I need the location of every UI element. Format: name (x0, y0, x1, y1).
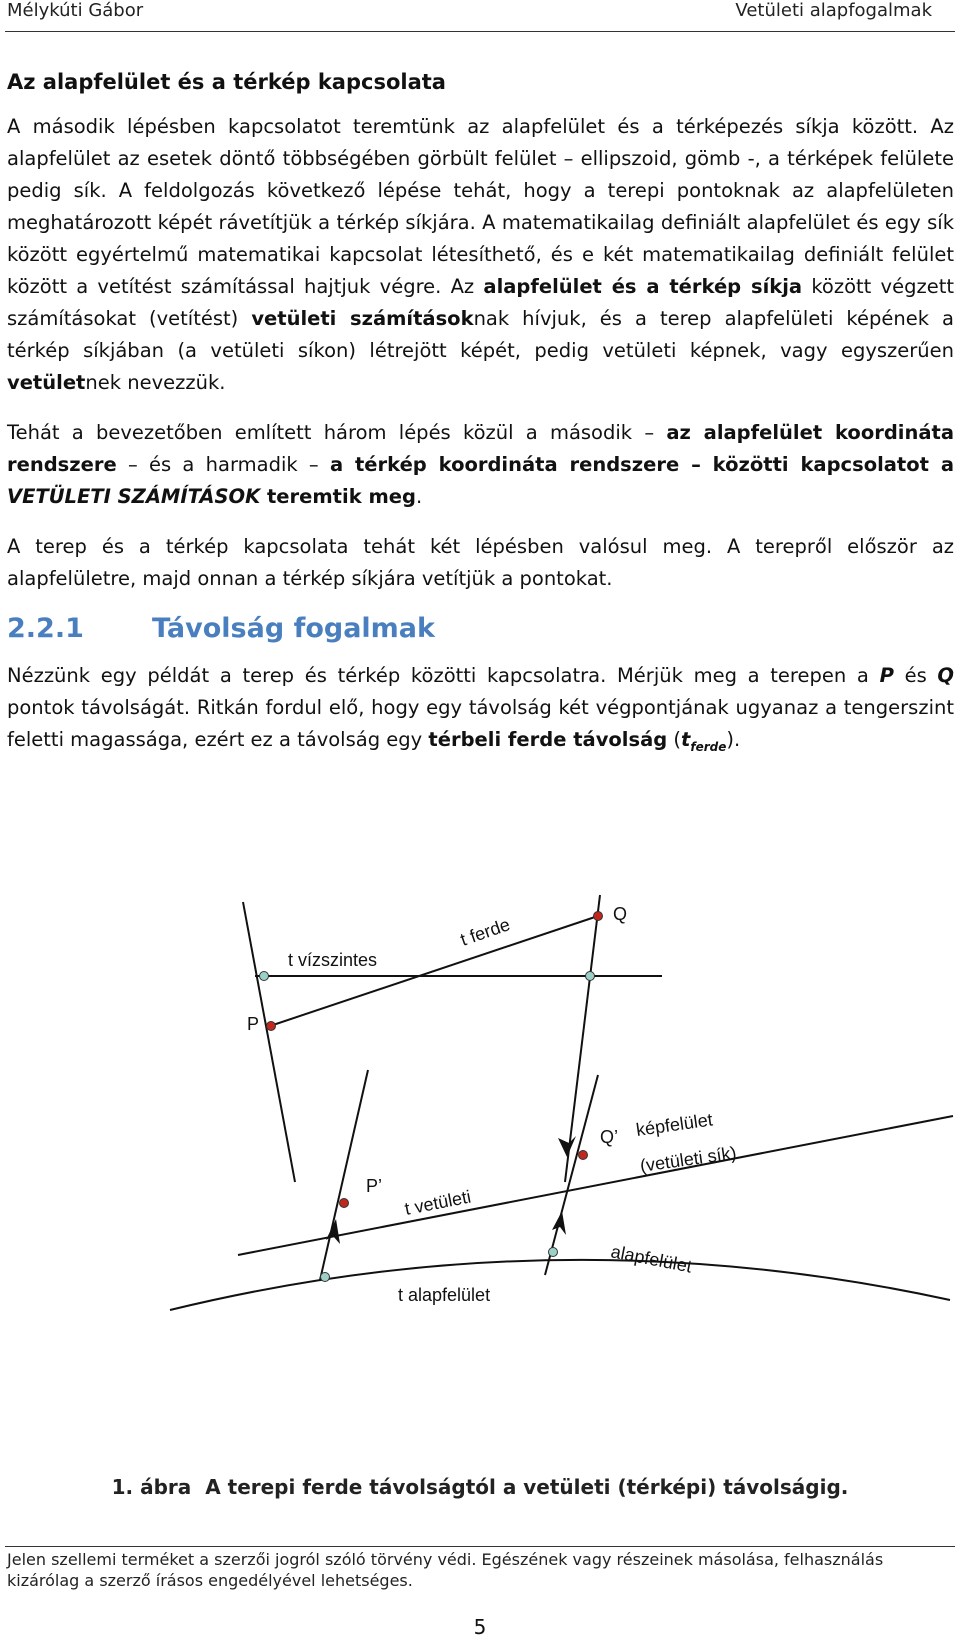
p1-bold-2: vetületi számítások (251, 307, 474, 330)
footer-copyright: Jelen szellemi terméket a szerzői jogról szóló törvény védi. Egészének vagy részeinek másolása, felhasználás kizárólag a szerző írásos engedélyével lehetséges. (7, 1550, 884, 1590)
p4-bold-1: térbeli ferde távolság (428, 728, 668, 751)
p2-text-3: . (415, 485, 423, 508)
p2-text-2: – és a harmadik – (116, 453, 330, 476)
label-t-vizszintes: t vízszintes (288, 950, 378, 970)
label-t-alapfelulet: t alapfelület (398, 1285, 491, 1305)
p1-text-1: A második lépésben kapcsolatot teremtünk az alapfelület és a térképezés síkja között. Az alapfelület az esetek döntő többségében görbült felület – ellipszoid, gömb -, a térképek felülete pedig sík. A feldolgozás következő lépése tehát, hogy a terepi pontoknak az alapfelületen meghatározott képét rávetítjük a térkép síkjára. A matematikailag definiált alapfelület és egy sík között egyértelmű matematikai kapcsolat létesíthető, és e két matematikailag definiált felület között a vetítést számítással hajtjuk végre. Az (7, 115, 954, 298)
paragraph-4 (7, 660, 954, 763)
point-p-prime (340, 1199, 349, 1208)
p1-bold-1: alapfelület és a térkép síkja (483, 275, 803, 298)
label-t-ferde: t ferde (457, 914, 513, 950)
section-title: Az alapfelület és a térkép kapcsolata (7, 70, 446, 94)
label-kepfelulet: képfelület (634, 1109, 714, 1140)
p4-text-4: ( (667, 728, 682, 751)
vertical-line-q (565, 895, 600, 1182)
arrow-down-q (558, 1136, 576, 1157)
point-q (594, 912, 603, 921)
t-subscript: ferde (690, 739, 727, 754)
point-q-alap (549, 1248, 558, 1257)
p1-text-2: között végzett számításokat (vetítést) (7, 275, 954, 330)
p1-text-4: nek nevezzük. (85, 371, 226, 394)
figure-caption-text: A terepi ferde távolságtól a vetületi (térképi) távolságig. (205, 1475, 849, 1499)
subsection-heading (7, 613, 954, 644)
page-number: 5 (473, 1615, 487, 1639)
p2-bold-1: az alapfelület koordináta rendszere (7, 421, 954, 476)
t-symbol: t (681, 728, 691, 751)
p4-text-2: és (893, 664, 938, 687)
point-p (267, 1022, 276, 1031)
label-p: P (247, 1014, 260, 1034)
point-p-horizontal (260, 972, 269, 981)
paragraph-2 (7, 417, 954, 513)
p1-bold-3: vetület (7, 371, 86, 394)
paragraph-1 (7, 111, 954, 399)
projection-figure (0, 880, 960, 1460)
p1-text-3: nak hívjuk, és a terep alapfelületi képének a térkép síkjában (a vetületi síkon) létrejött képét, pedig vetületi képnek, vagy egyszerűen (7, 307, 955, 362)
p4-text-1: Nézzünk egy példát a terep és térkép közötti kapcsolatra. Mérjük meg a terepen a (7, 664, 880, 687)
figure-caption (0, 1475, 960, 1499)
p2-text-1: Tehát a bevezetőben említett három lépés közül a második – (7, 421, 667, 444)
arrow-up-q (552, 1211, 566, 1235)
header-doc-title: Vetületi alapfogalmak (735, 0, 932, 21)
page-content (7, 70, 954, 781)
projection-line-p (320, 1070, 368, 1280)
header-divider (5, 31, 955, 32)
kepfelulet-line (238, 1116, 953, 1255)
label-p-prime: P’ (366, 1176, 383, 1196)
vertical-line-p (243, 902, 295, 1182)
label-alapfelulet: alapfelület (609, 1241, 694, 1277)
ferde-line (270, 916, 598, 1026)
p4-text-3: pontok távolságát. Ritkán fordul elő, hogy egy távolság két végpontjának ugyanaz a tengerszint feletti magassága, ezért ez a távolság egy (7, 696, 954, 751)
subsection-number: 2.2.1 (7, 613, 84, 644)
point-p-ref: P (879, 664, 894, 687)
label-vetuleti-sik: (vetületi sík) (638, 1142, 738, 1176)
projection-line-q (545, 1075, 598, 1275)
header-author: Mélykúti Gábor (7, 0, 144, 21)
p4-text-5: ). (726, 728, 741, 751)
subsection-title: Távolság fogalmak (152, 613, 435, 644)
figure-caption-number: 1. ábra (111, 1475, 192, 1499)
point-p-alap (321, 1273, 330, 1282)
p2-bold-3: teremtik meg (260, 485, 416, 508)
label-t-vetuleti: t vetületi (402, 1186, 473, 1219)
point-q-prime (579, 1151, 588, 1160)
footer-divider (5, 1546, 955, 1547)
point-q-ref: Q (937, 664, 954, 687)
label-q-prime: Q’ (600, 1127, 618, 1147)
p2-bold-2: a térkép koordináta rendszere – közötti kapcsolatot a (329, 453, 954, 476)
p2-bold-italic: VETÜLETI SZÁMÍTÁSOK (7, 485, 261, 508)
label-q: Q (613, 904, 628, 924)
paragraph-3: A terep és a térkép kapcsolata tehát két lépésben valósul meg. A terepről először az alapfelületre, majd onnan a térkép síkjára vetítjük a pontokat. (7, 535, 954, 590)
point-q-horizontal (586, 972, 595, 981)
alapfelulet-curve (170, 1260, 950, 1310)
